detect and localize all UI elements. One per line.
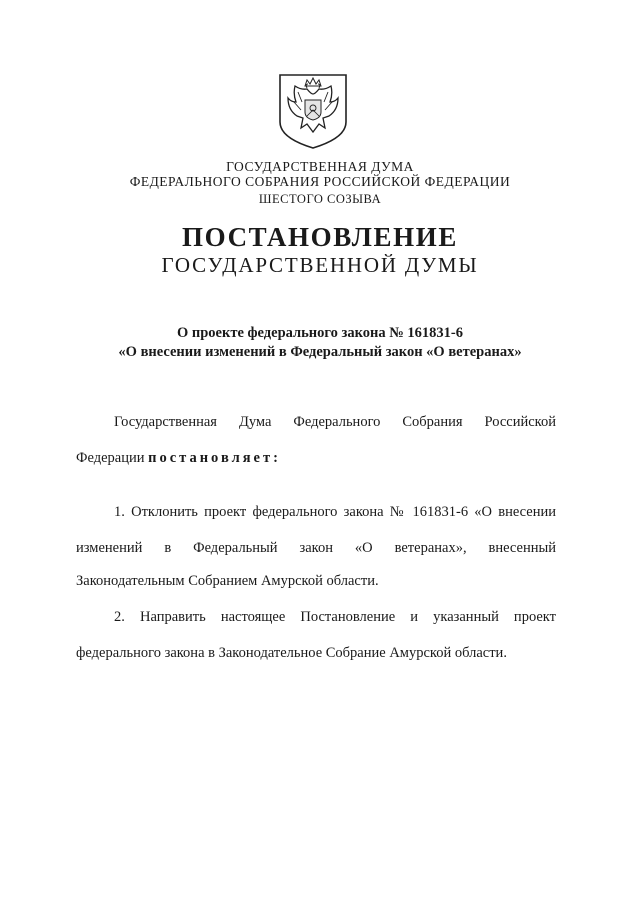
document-subtitle: ГОСУДАРСТВЕННОЙ ДУМЫ — [161, 253, 479, 277]
preamble-line-1: Государственная Дума Федерального Собрания Российской — [114, 414, 556, 430]
item-2-line-1: 2. Направить настоящее Постановление и указанный проект — [114, 609, 556, 625]
law-title-line-2: «О внесении изменений в Федеральный закон «О ветеранах» — [118, 344, 522, 360]
preamble-prefix: Федерации — [76, 450, 149, 466]
header-line-3: ШЕСТОГО СОЗЫВА — [258, 192, 382, 206]
item-1-line-3: Законодательным Собранием Амурской области. — [76, 573, 379, 589]
item-1-line-1: 1. Отклонить проект федерального закона № 161831-6 «О внесении — [114, 504, 556, 520]
header-line-2: ФЕДЕРАЛЬНОГО СОБРАНИЯ РОССИЙСКОЙ ФЕДЕРАЦИИ — [129, 174, 511, 189]
header-line-1: ГОСУДАРСТВЕННАЯ ДУМА — [226, 159, 414, 174]
item-2-line-2: федерального закона в Законодательное Собрание Амурской области. — [76, 645, 507, 661]
coat-of-arms-icon — [277, 72, 349, 150]
item-1-line-2: изменений в Федеральный закон «О ветеранах», внесенный — [76, 540, 556, 556]
decree-verb: постановляет: — [148, 450, 281, 466]
document-title: ПОСТАНОВЛЕНИЕ — [182, 222, 458, 252]
preamble-line-2 — [76, 449, 556, 467]
law-title-line-1: О проекте федерального закона № 161831-6 — [176, 325, 464, 341]
